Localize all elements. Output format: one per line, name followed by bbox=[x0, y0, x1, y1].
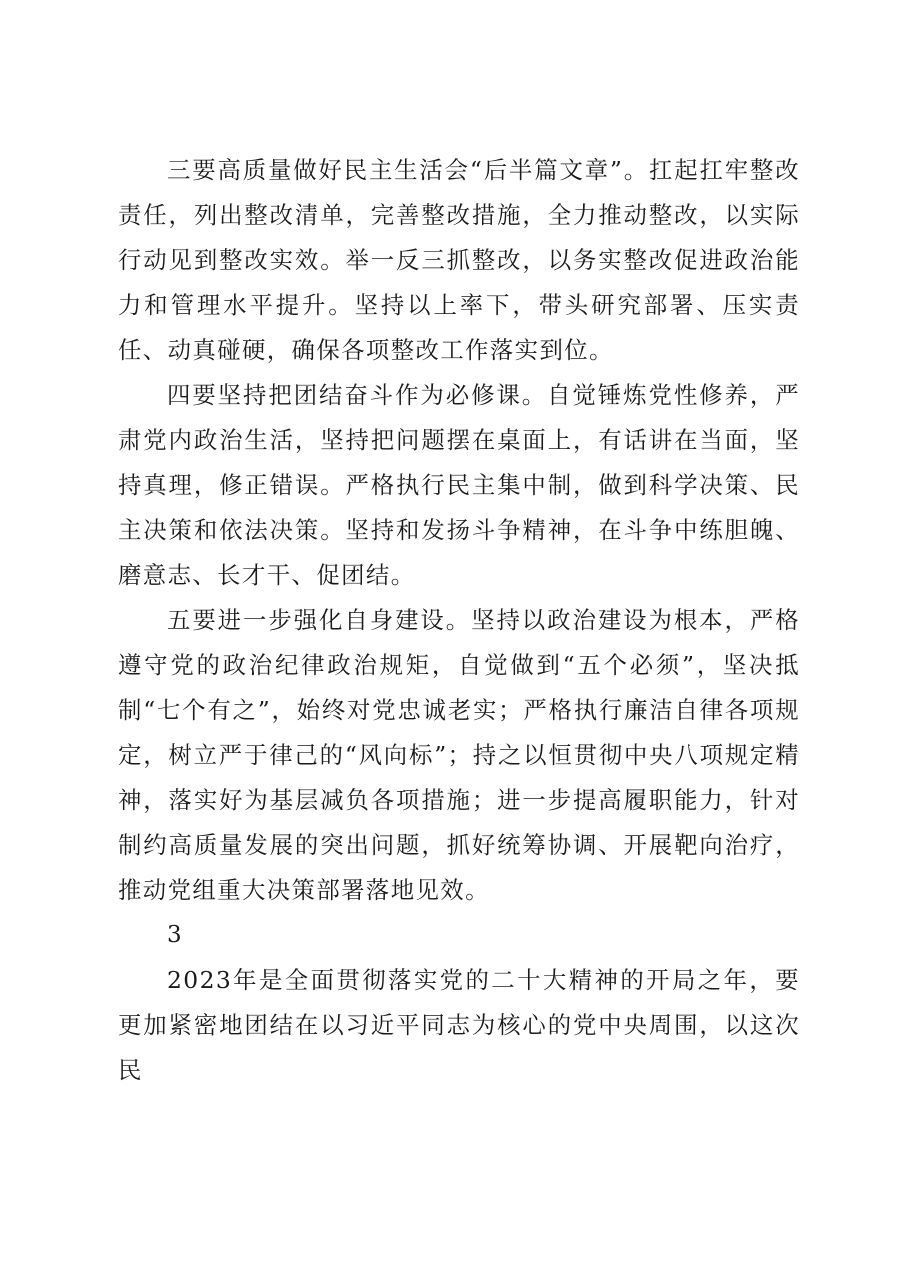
paragraph-closing: 2023年是全面贯彻落实党的二十大精神的开局之年，要更加紧密地团结在以习近平同志为核心的党中央周围，以这次民 bbox=[118, 966, 800, 1084]
section-number: 3 bbox=[167, 922, 182, 948]
paragraph-rectification: 三要高质量做好民主生活会“后半篇文章”。扛起扛牢整改责任，列出整改清单，完善整改措施，全力推动整改，以实际行动见到整改实效。举一反三抓整改，以务实整改促进政治能力和管理水平提升。坚持以上率下，带头研究部署、压实责任、动真碰硬，确保各项整改工作落实到位。 bbox=[118, 156, 800, 364]
paragraph-unity: 四要坚持把团结奋斗作为必修课。自觉锤炼党性修养，严肃党内政治生活，坚持把问题摆在桌面上，有话讲在当面，坚持真理，修正错误。严格执行民主集中制，做到科学决策、民主决策和依法决策。坚持和发扬斗争精神，在斗争中练胆魄、磨意志、长才干、促团结。 bbox=[118, 381, 800, 589]
paragraph-self-building: 五要进一步强化自身建设。坚持以政治建设为根本，严格遵守党的政治纪律政治规矩，自觉做到“五个必须”，坚决抵制“七个有之”，始终对党忠诚老实；严格执行廉洁自律各项规定，树立严于律己的“风向标”；持之以恒贯彻中央八项规定精神，落实好为基层减负各项措施；进一步提高履职能力，针对制约高质量发展的突出问题，抓好统筹协调、开展靶向治疗，推动党组重大决策部署落地见效。 bbox=[118, 606, 800, 904]
document-body bbox=[118, 148, 800, 1093]
